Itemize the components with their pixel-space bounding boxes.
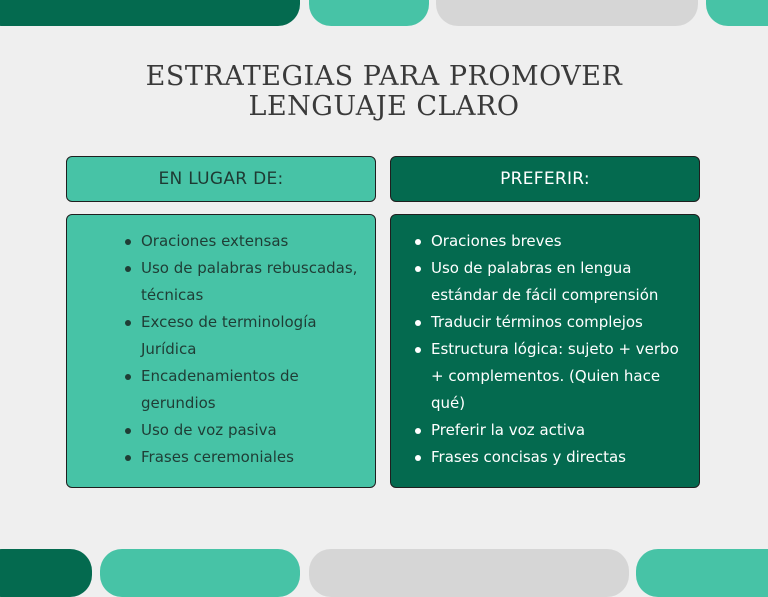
list-en-lugar-de	[123, 228, 363, 471]
list-item: Uso de voz pasiva	[123, 417, 363, 444]
list-item: Encadenamientos de gerundios	[123, 363, 363, 417]
list-item: Oraciones breves	[413, 228, 695, 255]
list-item: Uso de palabras rebuscadas, técnicas	[123, 255, 363, 309]
list-item: Frases concisas y directas	[413, 444, 695, 471]
decor-pill-top-dark	[0, 0, 300, 26]
title-line-2: LENGUAJE CLARO	[248, 91, 520, 122]
decor-pill-bottom-dark	[0, 549, 92, 597]
header-preferir	[390, 156, 700, 202]
header-en-lugar-de-label: EN LUGAR DE:	[158, 169, 284, 189]
decor-pill-bottom-gray	[309, 549, 629, 597]
header-en-lugar-de	[66, 156, 376, 202]
list-box-preferir	[390, 214, 700, 488]
list-item: Exceso de terminología Jurídica	[123, 309, 363, 363]
title-line-1: ESTRATEGIAS PARA PROMOVER	[145, 61, 623, 92]
decor-pill-top-teal	[309, 0, 429, 26]
decor-pill-bottom-teal-right	[636, 549, 768, 597]
decor-pill-top-gray	[436, 0, 698, 26]
header-preferir-label: PREFERIR:	[500, 169, 590, 189]
list-preferir	[413, 228, 695, 471]
list-item: Oraciones extensas	[123, 228, 363, 255]
list-item: Estructura lógica: sujeto + verbo + complementos. (Quien hace qué)	[413, 336, 695, 417]
decor-pill-bottom-teal	[100, 549, 300, 597]
list-item: Traducir términos complejos	[413, 309, 695, 336]
list-item: Frases ceremoniales	[123, 444, 363, 471]
page-title	[0, 62, 768, 122]
list-item: Uso de palabras en lengua estándar de fácil comprensión	[413, 255, 695, 309]
list-box-en-lugar-de	[66, 214, 376, 488]
list-item: Preferir la voz activa	[413, 417, 695, 444]
decor-pill-top-teal-right	[706, 0, 768, 26]
